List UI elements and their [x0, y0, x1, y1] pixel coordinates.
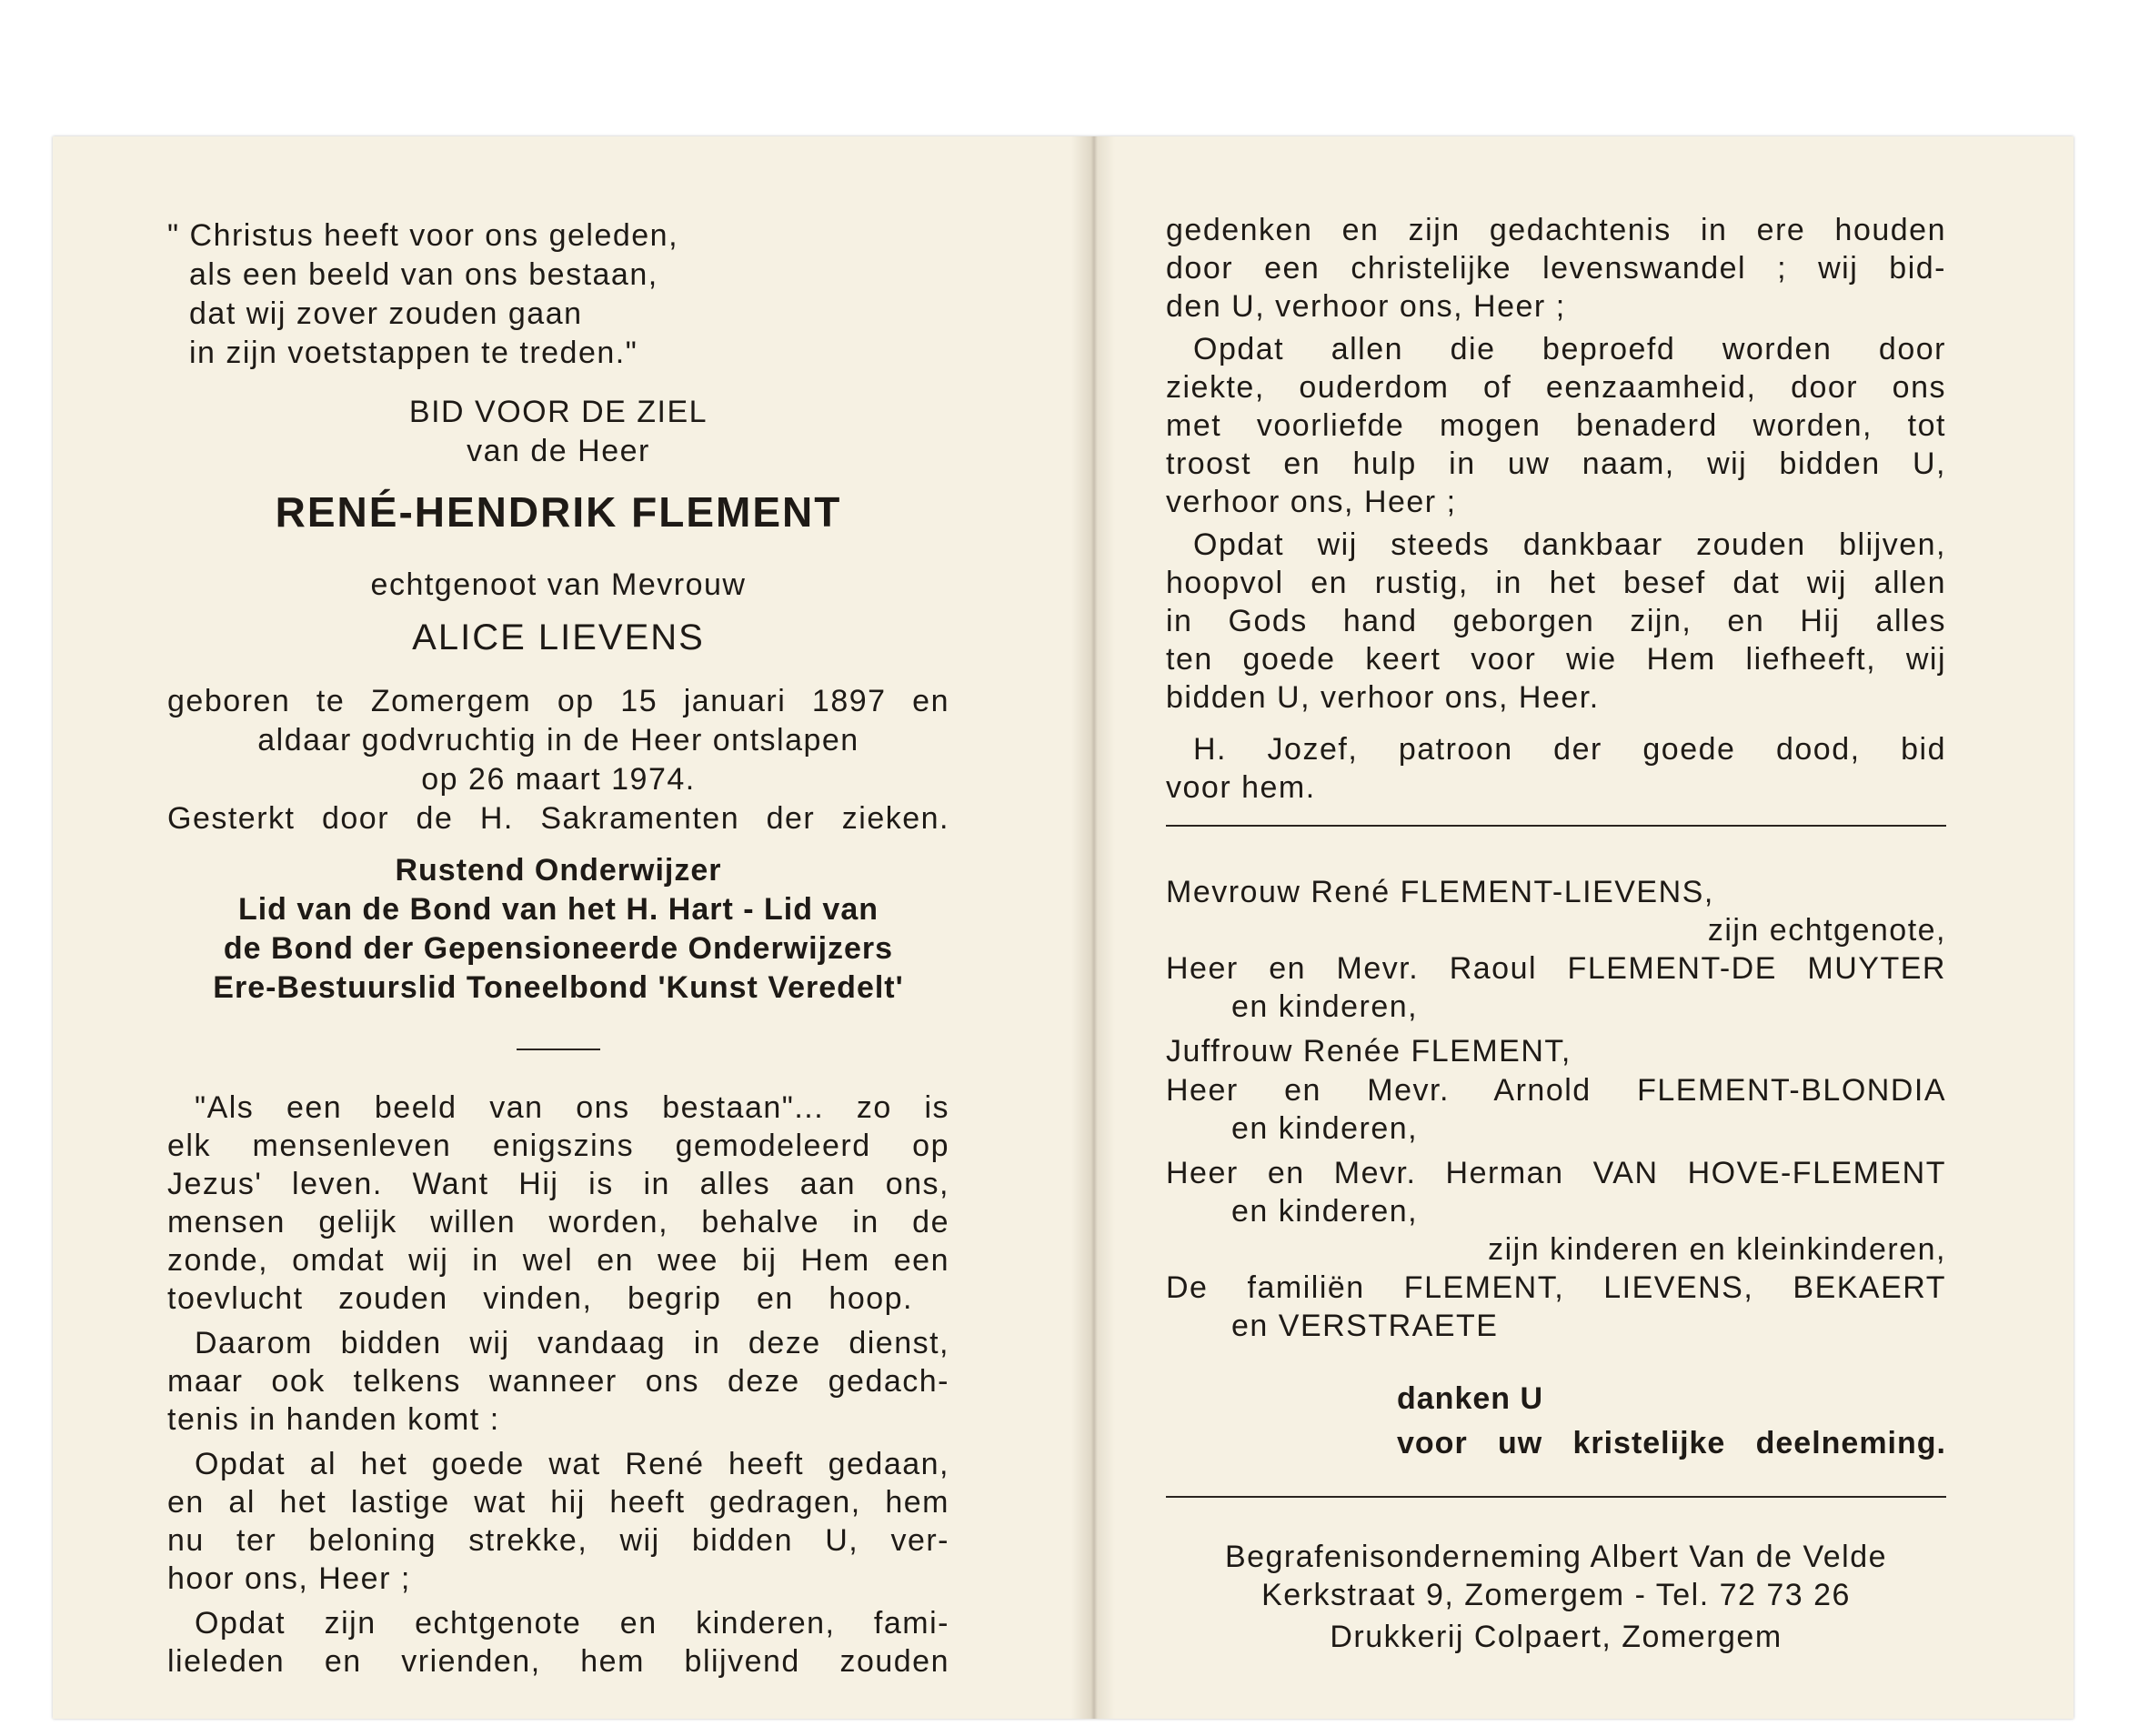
- body-line: tenis in handen komt :: [167, 1402, 500, 1437]
- deceased-name: RENÉ-HENDRIK FLEMENT: [275, 488, 842, 536]
- memorial-card: [53, 136, 2074, 1719]
- family-line: zijn echtgenote,: [1707, 913, 1946, 948]
- title-line: Ere-Bestuurslid Toneelbond 'Kunst Veredelt': [213, 970, 904, 1005]
- family-line: en VERSTRAETE: [1231, 1309, 1499, 1343]
- spouse-intro: echtgenoot van Mevrouw: [370, 567, 747, 602]
- undertaker-line: Drukkerij Colpaert, Zomergem: [1330, 1620, 1783, 1654]
- thanks-line: voor uw kristelijke deelneming.: [1397, 1426, 1946, 1460]
- divider: [1166, 1496, 1946, 1498]
- divider: [517, 1049, 600, 1050]
- body-line: nu ter beloning strekke, wij bidden U, ver-: [167, 1523, 949, 1558]
- family-line: en kinderen,: [1231, 1194, 1419, 1229]
- birth-line: Gesterkt door de H. Sakramenten der zieken.: [167, 801, 949, 836]
- prayer-line: H. Jozef, patroon der goede dood, bid: [1193, 732, 1946, 767]
- family-line: Heer en Mevr. Herman VAN HOVE-FLEMENT: [1166, 1156, 1946, 1190]
- prayer-line: ziekte, ouderdom of eenzaamheid, door ons: [1166, 370, 1946, 405]
- birth-line: geboren te Zomergem op 15 januari 1897 en: [167, 684, 949, 718]
- family-line: zijn kinderen en kleinkinderen,: [1488, 1232, 1946, 1267]
- prayer-line: Opdat allen die beproefd worden door: [1193, 332, 1946, 366]
- prayer-line: in Gods hand geborgen zijn, en Hij alles: [1166, 604, 1946, 638]
- quote-line: in zijn voetstappen te treden.": [189, 336, 638, 370]
- body-line: zonde, omdat wij in wel en wee bij Hem een: [167, 1243, 949, 1278]
- family-line: Heer en Mevr. Arnold FLEMENT-BLONDIA: [1166, 1073, 1946, 1108]
- prayer-line: troost en hulp in uw naam, wij bidden U,: [1166, 447, 1946, 481]
- prayer-line: gedenken en zijn gedachtenis in ere houden: [1166, 213, 1946, 247]
- birth-line: aldaar godvruchtig in de Heer ontslapen: [257, 723, 859, 758]
- title-line: Lid van de Bond van het H. Hart - Lid van: [237, 892, 879, 927]
- prayer-line: verhoor ons, Heer ;: [1166, 485, 1457, 519]
- card-fold: [1071, 136, 1115, 1719]
- body-line: Jezus' leven. Want Hij is in alles aan ons,: [167, 1167, 949, 1201]
- quote-line: " Christus heeft voor ons geleden,: [167, 218, 679, 253]
- prayer-line: bidden U, verhoor ons, Heer.: [1166, 680, 1600, 715]
- family-line: en kinderen,: [1231, 989, 1419, 1024]
- body-line: Opdat zijn echtgenote en kinderen, fami-: [195, 1606, 949, 1641]
- body-line: toevlucht zouden vinden, begrip en hoop.: [167, 1281, 913, 1316]
- prayer-line: den U, verhoor ons, Heer ;: [1166, 289, 1566, 324]
- prayer-line: met voorliefde mogen benaderd worden, tot: [1166, 408, 1946, 443]
- family-line: De familiën FLEMENT, LIEVENS, BEKAERT: [1166, 1270, 1946, 1305]
- quote-line: als een beeld van ons bestaan,: [189, 257, 658, 292]
- prayer-line: door een christelijke levenswandel ; wij bid-: [1166, 251, 1946, 286]
- pray-line: BID VOOR DE ZIEL: [408, 395, 708, 429]
- body-line: hoor ons, Heer ;: [167, 1561, 411, 1596]
- family-line: Mevrouw René FLEMENT-LIEVENS,: [1166, 875, 1714, 909]
- prayer-line: ten goede keert voor wie Hem liefheeft, wij: [1166, 642, 1946, 677]
- prayer-line: voor hem.: [1166, 770, 1316, 805]
- family-line: Juffrouw Renée FLEMENT,: [1166, 1034, 1572, 1069]
- body-line: Daarom bidden wij vandaag in deze dienst,: [195, 1326, 949, 1360]
- family-line: Heer en Mevr. Raoul FLEMENT-DE MUYTER: [1166, 951, 1946, 986]
- body-line: elk mensenleven enigszins gemodeleerd op: [167, 1129, 949, 1163]
- divider: [1166, 825, 1946, 827]
- prayer-line: hoopvol en rustig, in het besef dat wij allen: [1166, 566, 1946, 600]
- body-line: en al het lastige wat hij heeft gedragen, hem: [167, 1485, 949, 1520]
- birth-line: op 26 maart 1974.: [421, 762, 696, 797]
- body-line: Opdat al het goede wat René heeft gedaan,: [195, 1447, 949, 1481]
- sir-line: van de Heer: [467, 434, 650, 468]
- prayer-line: Opdat wij steeds dankbaar zouden blijven,: [1193, 527, 1946, 562]
- family-line: en kinderen,: [1231, 1111, 1419, 1146]
- thanks-line: danken U: [1397, 1381, 1544, 1416]
- title-line: de Bond der Gepensioneerde Onderwijzers: [223, 931, 894, 966]
- body-line: maar ook telkens wanneer ons deze gedach-: [167, 1364, 949, 1399]
- spouse-name: ALICE LIEVENS: [412, 617, 705, 657]
- undertaker-line: Begrafenisonderneming Albert Van de Velde: [1224, 1540, 1888, 1574]
- title-line: Rustend Onderwijzer: [395, 853, 722, 888]
- body-line: mensen gelijk willen worden, behalve in de: [167, 1205, 949, 1239]
- quote-line: dat wij zover zouden gaan: [189, 296, 583, 331]
- undertaker-line: Kerkstraat 9, Zomergem - Tel. 72 73 26: [1261, 1578, 1851, 1612]
- body-line: "Als een beeld van ons bestaan"... zo is: [195, 1090, 949, 1125]
- body-line: lieleden en vrienden, hem blijvend zouden: [167, 1644, 949, 1679]
